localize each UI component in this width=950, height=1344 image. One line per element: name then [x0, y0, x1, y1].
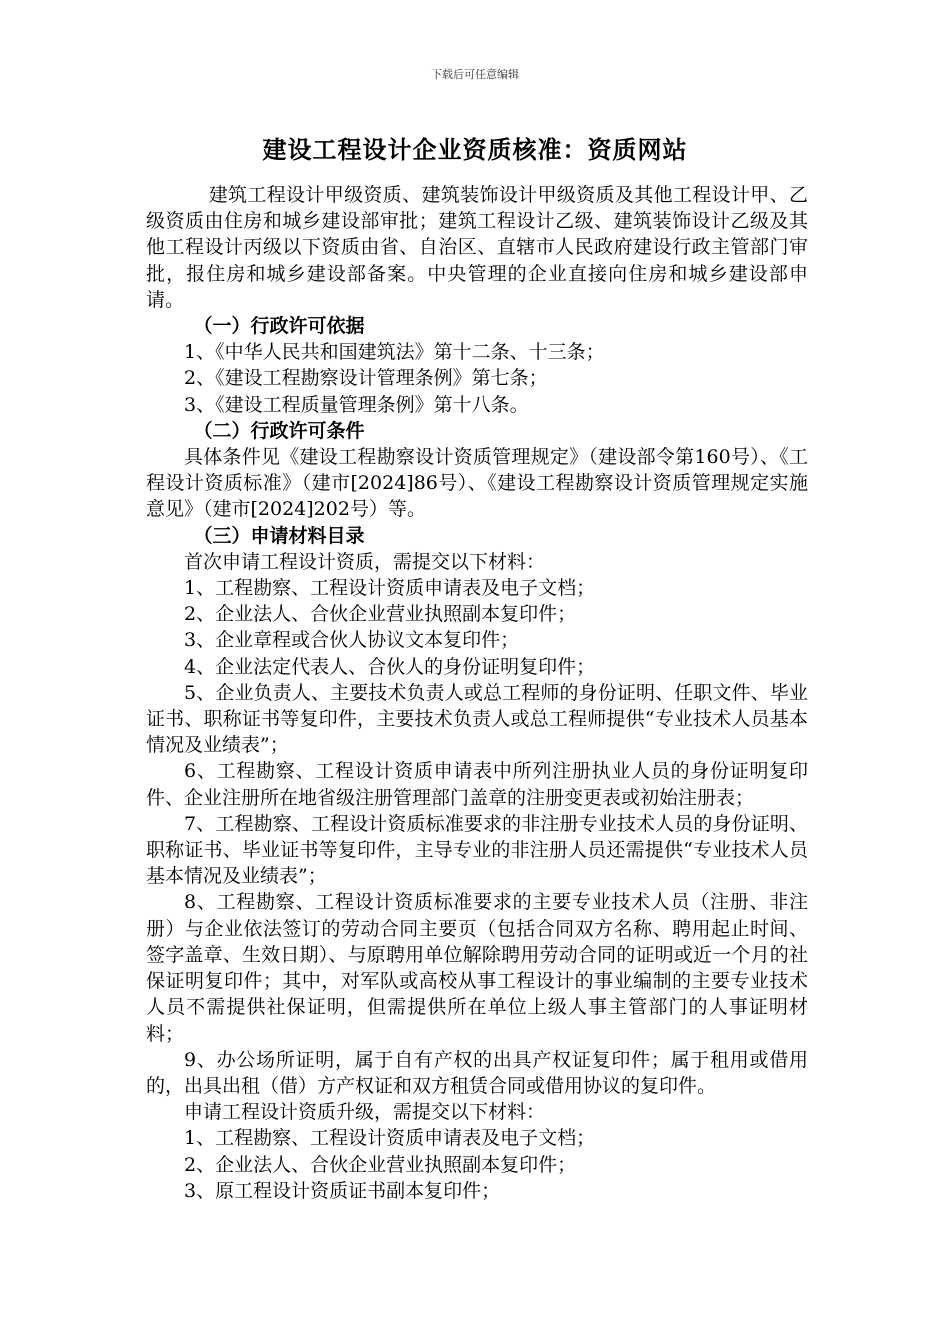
section-heading-materials: （三）申请材料目录 [193, 524, 365, 547]
first-apply-item: 3、企业章程或合伙人协议文本复印件； [184, 629, 520, 652]
upgrade-intro: 申请工程设计资质升级，需提交以下材料： [184, 1101, 546, 1124]
first-apply-item: 1、工程勘察、工程设计资质申请表及电子文档； [184, 577, 596, 600]
first-apply-item: 9、办公场所证明，属于自有产权的出具产权证复印件；属于租用或借用的，出具出租（借）方产权证和双方租赁合同或借用协议的复印件。 [146, 1048, 808, 1097]
first-apply-item: 5、企业负责人、主要技术负责人或总工程师的身份证明、任职文件、毕业证书、职称证书等复印件，主要技术负责人或总工程师提供“专业技术人员基本情况及业绩表”； [146, 681, 808, 757]
document-title: 建设工程设计企业资质核准：资质网站 [262, 135, 688, 164]
legal-basis-item: 2、《建设工程勘察设计管理条例》第七条； [184, 367, 548, 390]
first-apply-item: 7、工程勘察、工程设计资质标准要求的非注册专业技术人员的身份证明、职称证书、毕业证书等复印件，主导专业的非注册人员还需提供“专业技术人员基本情况及业绩表”； [146, 812, 808, 888]
first-apply-item: 6、工程勘察、工程设计资质申请表中所列注册执业人员的身份证明复印件、企业注册所在地省级注册管理部门盖章的注册变更表或初始注册表； [146, 760, 808, 809]
legal-basis-item: 1、《中华人民共和国建筑法》第十二条、十三条； [184, 341, 605, 364]
conditions-paragraph: 具体条件见《建设工程勘察设计资质管理规定》（建设部令第160号）、《工程设计资质标准》（建市[2024]86号）、《建设工程勘察设计资质管理规定实施意见》（建市[2024]202号）等。 [146, 446, 808, 521]
first-apply-item: 8、工程勘察、工程设计资质标准要求的主要专业技术人员（注册、非注册）与企业依法签订的劳动合同主要页（包括合同双方名称、聘用起止时间、签字盖章、生效日期）、与原聘用单位解除聘用劳动合同的证明或近一个月的社保证明复印件；其中，对军队或高校从事工程设计的事业编制的主要专业技术人员不需提供社保证明，但需提供所在单位上级人事主管部门的人事证明材料； [146, 891, 808, 1045]
section-heading-conditions: （二）行政许可条件 [193, 419, 365, 442]
first-apply-intro: 首次申请工程设计资质，需提交以下材料： [184, 550, 546, 573]
header-note: 下载后可任意编辑 [431, 68, 519, 81]
upgrade-item: 3、原工程设计资质证书副本复印件； [184, 1179, 501, 1202]
first-apply-item: 4、企业法定代表人、合伙人的身份证明复印件； [184, 655, 596, 678]
upgrade-item: 2、企业法人、合伙企业营业执照副本复印件； [184, 1153, 577, 1176]
first-apply-item: 2、企业法人、合伙企业营业执照副本复印件； [184, 603, 577, 626]
upgrade-item: 1、工程勘察、工程设计资质申请表及电子文档； [184, 1127, 596, 1150]
intro-paragraph: 建筑工程设计甲级资质、建筑装饰设计甲级资质及其他工程设计甲、乙级资质由住房和城乡建设部审批；建筑工程设计乙级、建筑装饰设计乙级及其他工程设计丙级以下资质由省、自治区、直辖市人民政府建设行政主管部门审批，报住房和城乡建设部备案。中央管理的企业直接向住房和城乡建设部申请。 [146, 184, 808, 311]
legal-basis-item: 3、《建设工程质量管理条例》第十八条。 [184, 393, 529, 416]
document-body [146, 182, 808, 1204]
section-heading-legal-basis: （一）行政许可依据 [193, 315, 365, 338]
